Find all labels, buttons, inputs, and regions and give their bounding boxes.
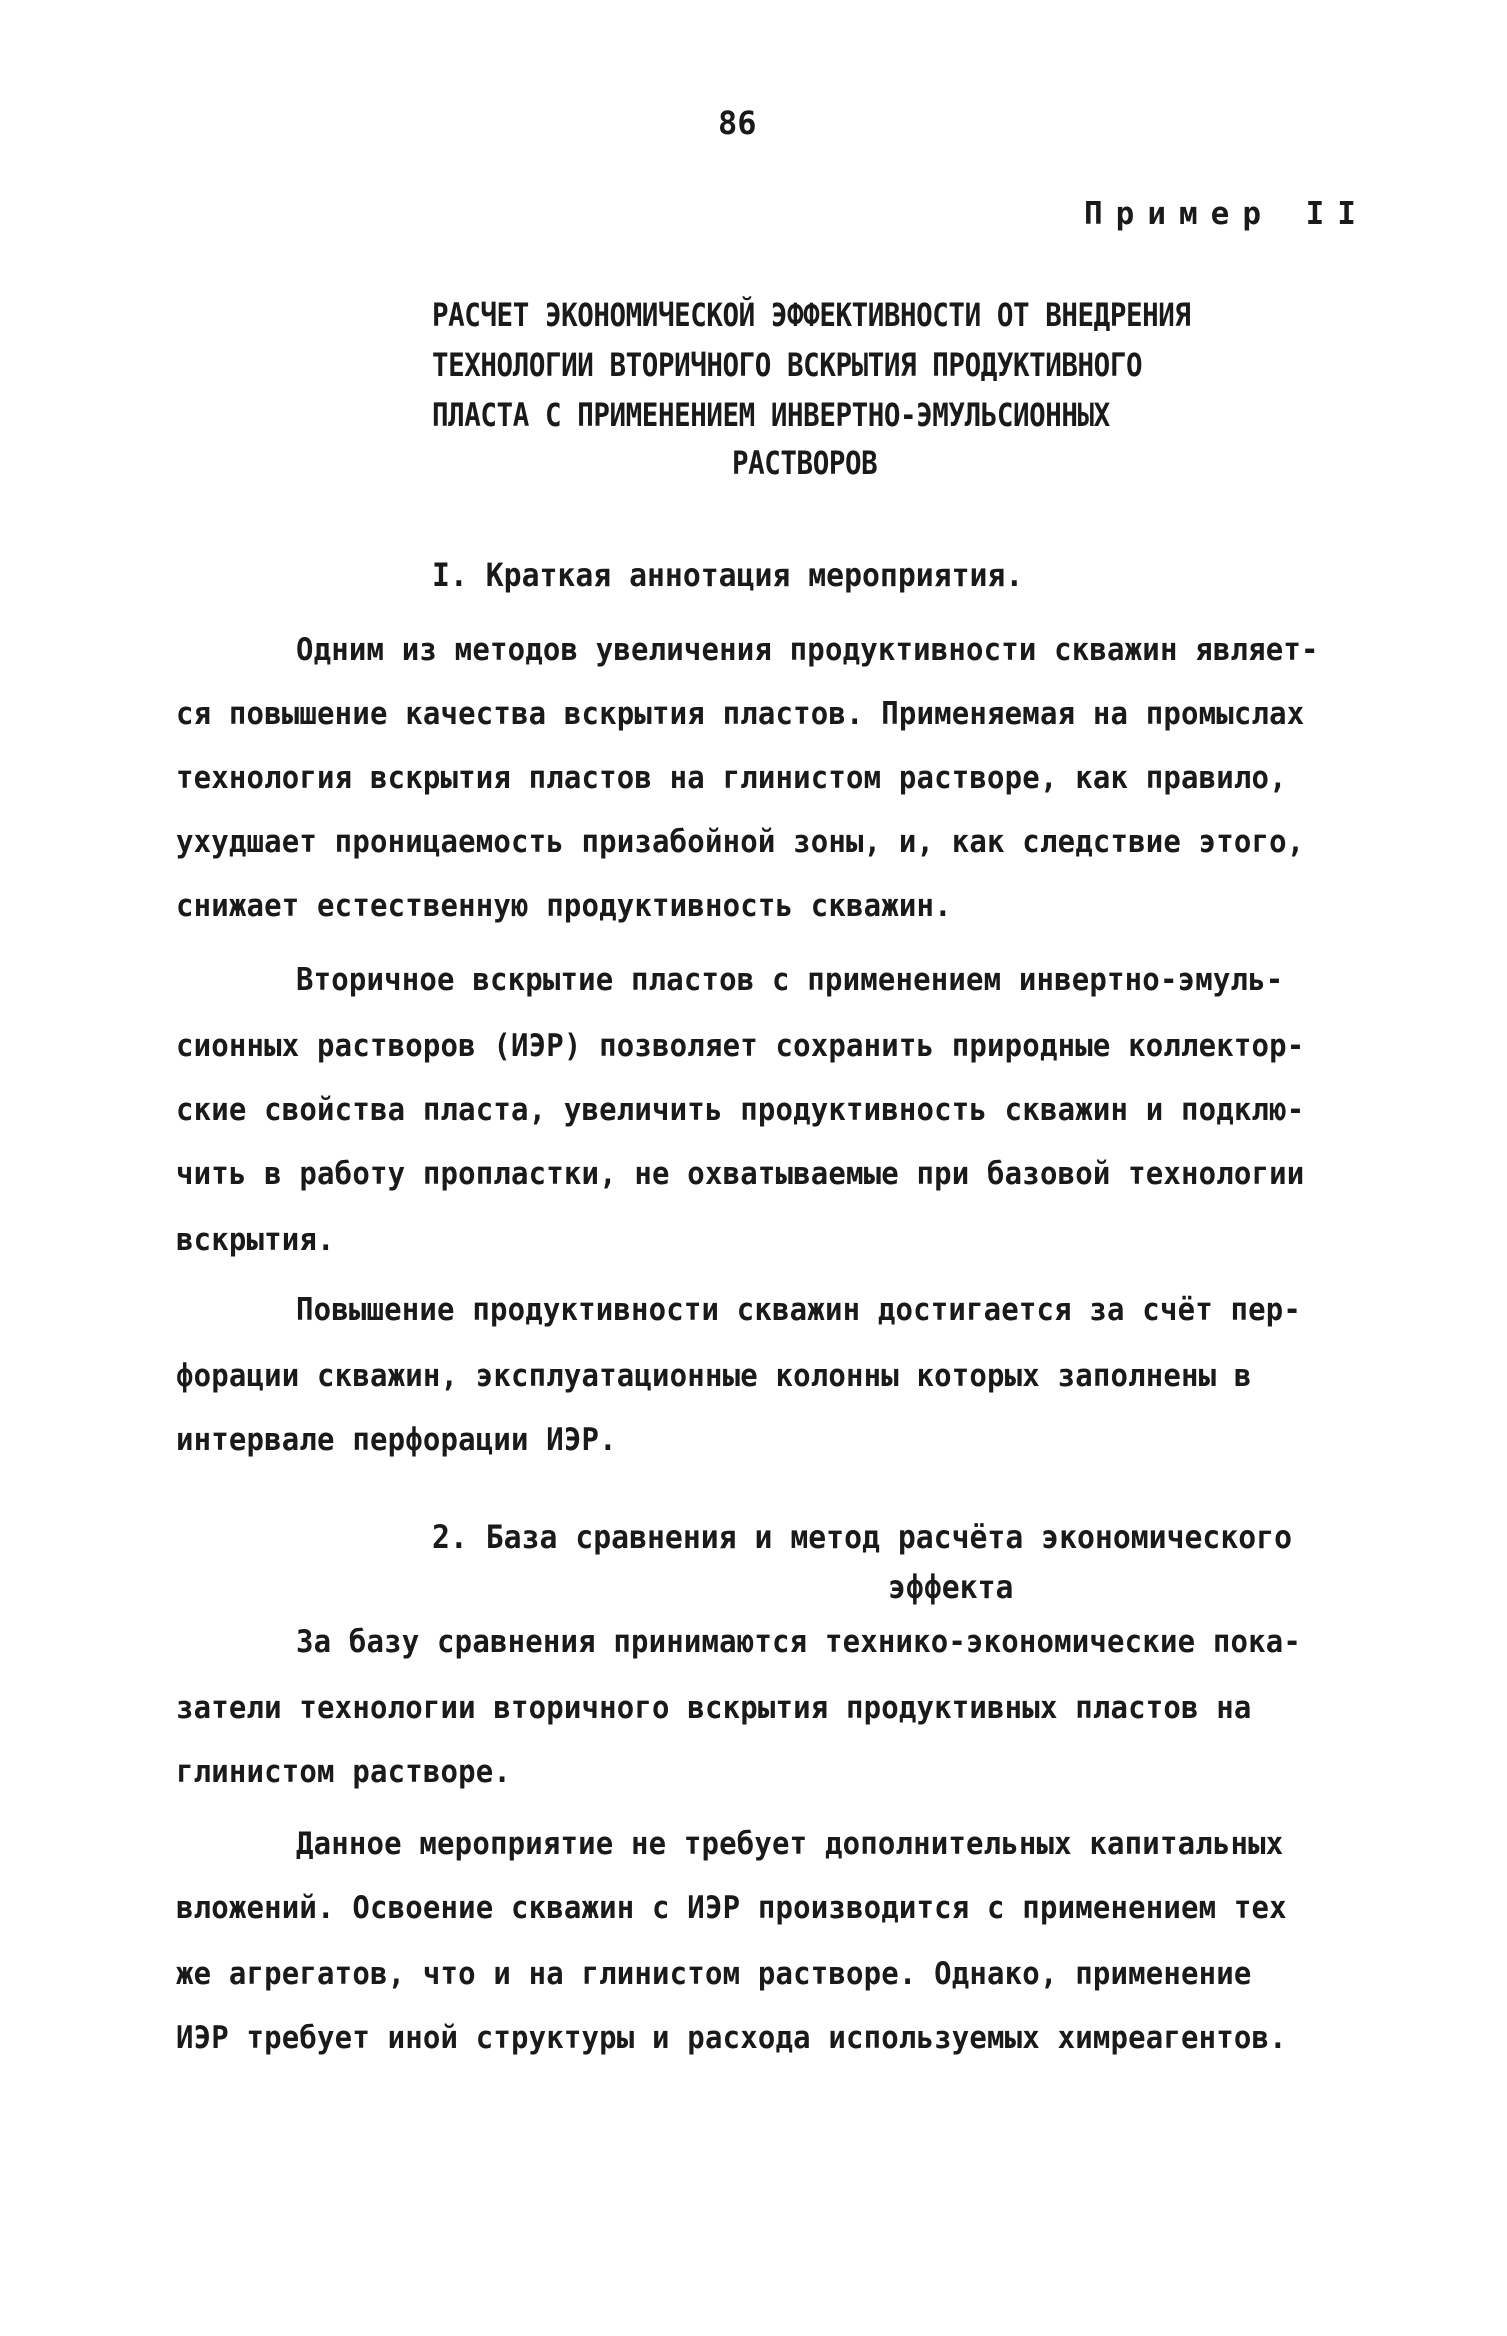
paragraph-line: Вторичное вскрытие пластов с применением инвертно-эмуль- (296, 962, 1284, 998)
paragraph-line: ся повышение качества вскрытия пластов. Применяемая на промыслах (176, 696, 1305, 732)
paragraph-line: Повышение продуктивности скважин достигается за счёт пер- (296, 1292, 1301, 1328)
title-line: РАСТВОРОВ (732, 444, 878, 482)
paragraph-line: ухудшает проницаемость призабойной зоны, и, как следствие этого, (176, 824, 1305, 860)
title-line: ПЛАСТА С ПРИМЕНЕНИЕМ ИНВЕРТНО-ЭМУЛЬСИОННЫХ (432, 396, 1110, 434)
paragraph-line: глинистом растворе. (176, 1754, 512, 1790)
paragraph-line: Данное мероприятие не требует дополнительных капитальных (296, 1826, 1284, 1862)
paragraph-line: ИЭР требует иной структуры и расхода используемых химреагентов. (176, 2020, 1287, 2056)
paragraph-line: Одним из методов увеличения продуктивности скважин являет- (296, 632, 1319, 668)
paragraph-line: технология вскрытия пластов на глинистом растворе, как правило, (176, 760, 1287, 796)
paragraph-line: форации скважин, эксплуатационные колонны которых заполнены в (176, 1358, 1252, 1394)
title-line: РАСЧЕТ ЭКОНОМИЧЕСКОЙ ЭФФЕКТИВНОСТИ ОТ ВНЕДРЕНИЯ (432, 296, 1191, 334)
section-heading: I. Краткая аннотация мероприятия. (432, 556, 1024, 594)
paragraph-line: интервале перфорации ИЭР. (176, 1422, 617, 1458)
example-label: Пример II (1084, 196, 1369, 232)
paragraph-line: вложений. Освоение скважин с ИЭР производится с применением тех (176, 1890, 1287, 1926)
paragraph-line: вскрытия. (176, 1222, 335, 1258)
paragraph-line: затели технологии вторичного вскрытия продуктивных пластов на (176, 1690, 1252, 1726)
paragraph-line: чить в работу пропластки, не охватываемые при базовой технологии (176, 1156, 1305, 1192)
page-number: 86 (718, 104, 757, 142)
paragraph-line: снижает естественную продуктивность скважин. (176, 888, 952, 924)
paragraph-line: сионных растворов (ИЭР) позволяет сохранить природные коллектор- (176, 1028, 1305, 1064)
paragraph-line: же агрегатов, что и на глинистом растворе. Однако, применение (176, 1956, 1252, 1992)
paragraph-line: За базу сравнения принимаются технико-экономические пока- (296, 1624, 1301, 1660)
section-heading-continued: эффекта (888, 1568, 1014, 1606)
paragraph-line: ские свойства пласта, увеличить продуктивность скважин и подклю- (176, 1092, 1305, 1128)
section-heading: 2. База сравнения и метод расчёта экономического (432, 1518, 1293, 1556)
title-line: ТЕХНОЛОГИИ ВТОРИЧНОГО ВСКРЫТИЯ ПРОДУКТИВНОГО (432, 346, 1143, 384)
